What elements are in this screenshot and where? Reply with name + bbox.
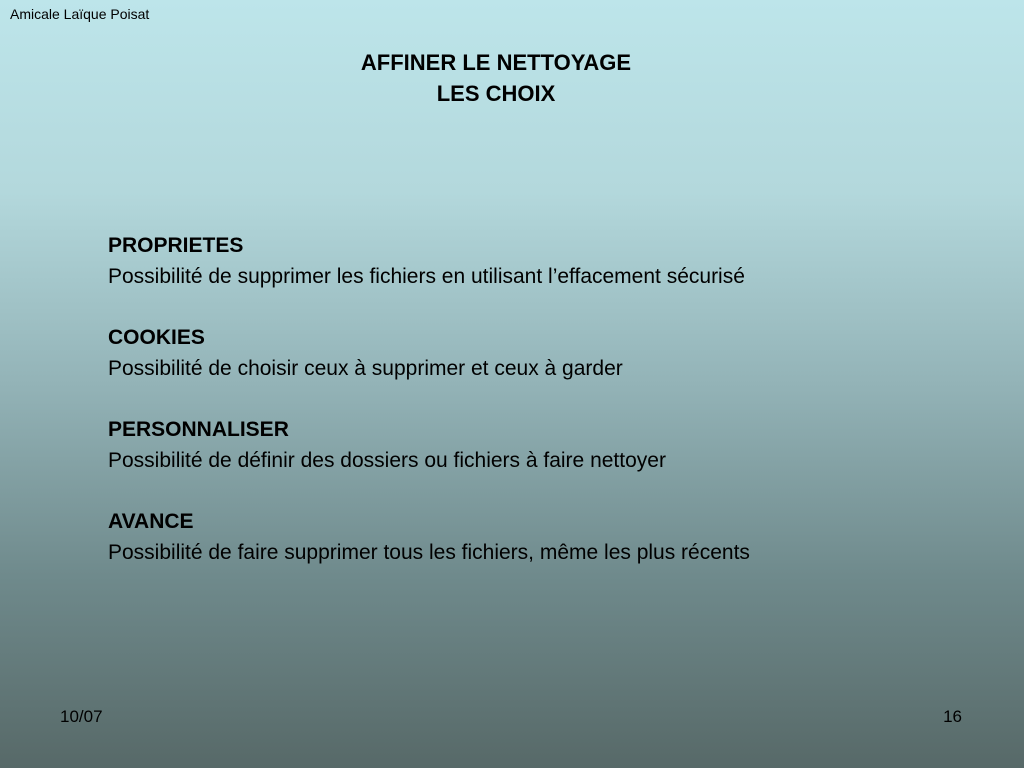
organization-name: Amicale Laïque Poisat xyxy=(10,6,150,22)
footer-date: 10/07 xyxy=(60,707,103,726)
slide-title-line-2: LES CHOIX xyxy=(436,81,556,106)
section-avance xyxy=(108,506,988,568)
section-heading: PERSONNALISER xyxy=(108,418,289,441)
page-number: 16 xyxy=(943,707,962,726)
slide-title-line-1: AFFINER LE NETTOYAGE xyxy=(360,50,632,75)
section-text: Possibilité de supprimer les fichiers en utilisant l’effacement sécurisé xyxy=(108,265,745,288)
section-heading: AVANCE xyxy=(108,510,194,533)
section-proprietes xyxy=(108,230,988,292)
slide-title xyxy=(0,47,992,109)
section-text: Possibilité de faire supprimer tous les fichiers, même les plus récents xyxy=(108,541,750,564)
section-heading: COOKIES xyxy=(108,326,205,349)
slide-content xyxy=(108,230,988,598)
section-personnaliser xyxy=(108,414,988,476)
section-cookies xyxy=(108,322,988,384)
section-heading: PROPRIETES xyxy=(108,234,244,257)
section-text: Possibilité de choisir ceux à supprimer et ceux à garder xyxy=(108,357,623,380)
section-text: Possibilité de définir des dossiers ou fichiers à faire nettoyer xyxy=(108,449,666,472)
